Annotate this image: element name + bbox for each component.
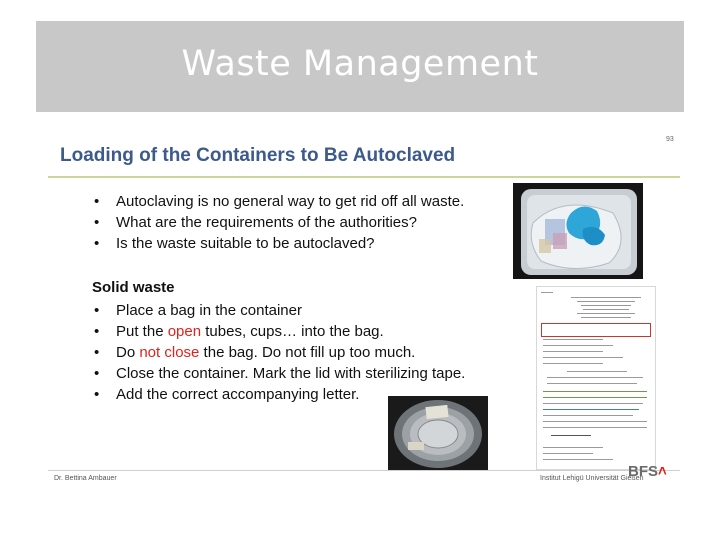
- heading-divider: [48, 176, 680, 178]
- bfs-logo: [628, 463, 667, 480]
- bullet-text: tubes, cups… into the bag.: [201, 323, 384, 340]
- footer-divider: [48, 470, 680, 471]
- bullet-highlight: open: [167, 323, 202, 340]
- bullet-highlight: not close: [139, 344, 200, 361]
- bullet-text: the bag. Do not fill up too much.: [199, 344, 416, 361]
- intro-bullet-list: [92, 191, 464, 254]
- bullet-text: Close the container. Mark the lid with sterilizing tape.: [116, 365, 466, 382]
- logo-mark-icon: ˄: [658, 463, 667, 480]
- container-lid-photo: [388, 396, 488, 470]
- bullet-text: Put the: [116, 323, 168, 340]
- embedded-slide-heading: Loading of the Containers to Be Autoclaved: [60, 145, 456, 166]
- bullet-text: Place a bag in the container: [116, 302, 302, 319]
- section-heading-solid-waste: Solid waste: [92, 279, 175, 296]
- accompanying-letter-form: [536, 286, 656, 470]
- slide-title: Waste Management: [181, 44, 539, 84]
- bullet-item: [92, 342, 465, 363]
- solid-waste-bullet-list: [92, 300, 465, 405]
- bullet-text: Do: [116, 344, 140, 361]
- footer-author: Dr. Bettina Ambauer: [54, 475, 117, 482]
- bullet-item: [92, 363, 465, 384]
- bullet-item: • Is the waste suitable to be autoclaved?: [92, 233, 464, 254]
- bullet-item: [92, 321, 465, 342]
- logo-text: BFS: [628, 463, 658, 480]
- bullet-item: • Autoclaving is no general way to get rid off all waste.: [92, 191, 464, 212]
- bullet-item: • What are the requirements of the authorities?: [92, 212, 464, 233]
- bullet-text: Add the correct accompanying letter.: [116, 386, 360, 403]
- bullet-item: [92, 300, 465, 321]
- autoclave-bag-photo: [513, 183, 643, 279]
- page-number: 93: [666, 136, 674, 143]
- footer-institute: Institut Lehigü Universität Gießen: [540, 475, 644, 482]
